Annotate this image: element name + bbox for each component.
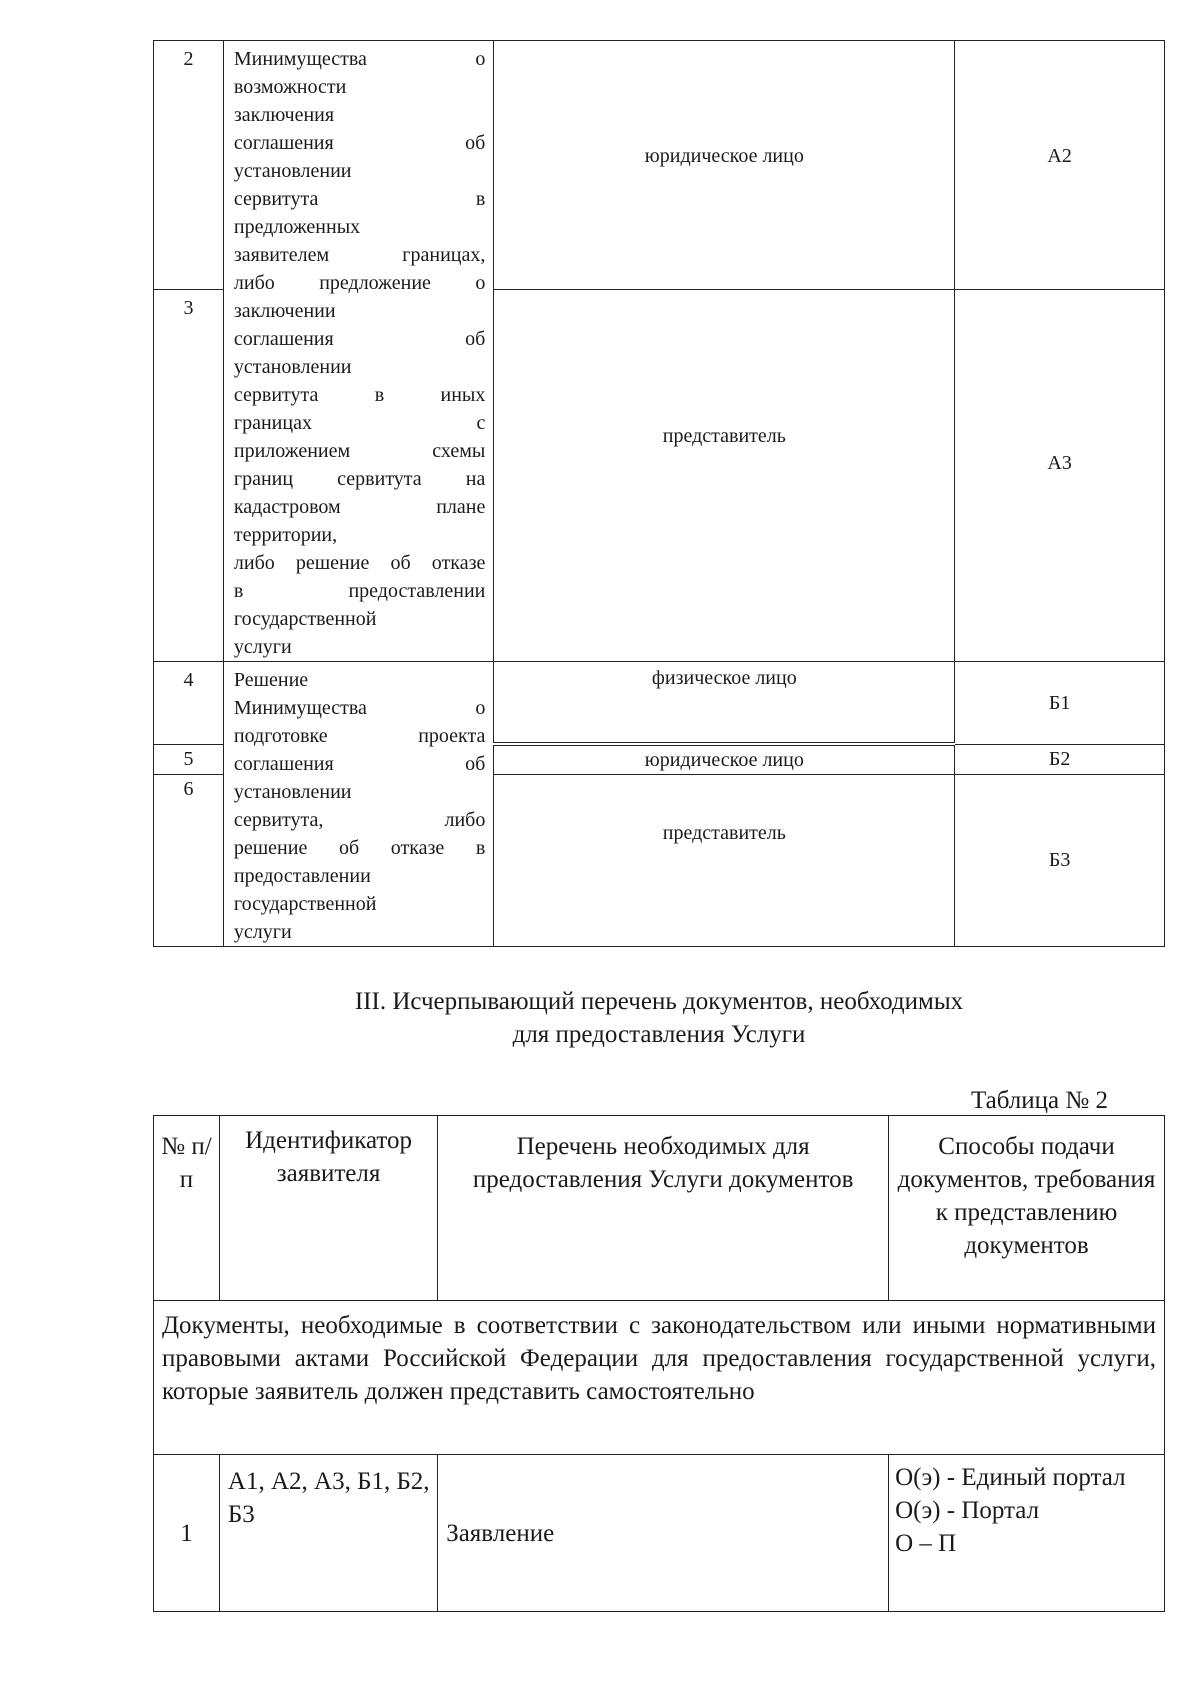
header-applicant-id: Идентификатор заявителя <box>219 1116 437 1301</box>
description-line: границ сервитута на <box>233 468 486 490</box>
result-description-cell <box>223 662 493 947</box>
row-number: 1 <box>154 1455 220 1612</box>
description-line: приложением схемы <box>233 440 486 462</box>
description-line: предоставлении <box>233 865 371 887</box>
description-line: либо предложение о <box>233 272 486 294</box>
applicant-code: Б1 <box>955 662 1165 745</box>
description-line: подготовке проекта <box>233 725 486 747</box>
applicant-code: Б3 <box>955 775 1165 947</box>
result-description-text <box>234 45 485 661</box>
description-line: соглашения об <box>233 132 486 154</box>
result-description-text <box>234 666 485 946</box>
description-line: Минимущества о <box>233 48 486 70</box>
description-line: государственной <box>233 893 377 915</box>
description-line: установлении <box>233 160 352 182</box>
row-number: 4 <box>154 662 224 745</box>
submission-method: О(э) - Портал <box>895 1497 1040 1524</box>
description-line: соглашения об <box>233 328 486 350</box>
result-description-cell <box>223 41 493 662</box>
applicant-type: юридическое лицо <box>494 744 955 775</box>
table-group-row <box>154 1301 1165 1455</box>
description-line: установлении <box>233 356 352 378</box>
description-line: заключении <box>233 300 336 322</box>
description-line: возможности <box>233 76 347 98</box>
description-line: установлении <box>233 781 352 803</box>
description-line: территории, <box>233 524 338 546</box>
table-row <box>154 41 1165 290</box>
header-number: № п/п <box>154 1116 220 1301</box>
applicant-type: физическое лицо <box>494 662 955 745</box>
description-line: государственной <box>233 608 377 630</box>
applicant-type: юридическое лицо <box>494 41 955 290</box>
applicant-code: А2 <box>955 41 1165 290</box>
submission-methods <box>889 1455 1165 1612</box>
table-row <box>154 1455 1165 1612</box>
applicant-type: представитель <box>494 775 955 947</box>
header-documents-list: Перечень необходимых для предоставления Услуги документов <box>438 1116 889 1301</box>
submission-method: О – П <box>895 1530 957 1557</box>
description-line: соглашения об <box>233 753 486 775</box>
row-number: 2 <box>154 41 224 290</box>
description-line: Решение <box>233 669 309 691</box>
description-line: Минимущества о <box>233 697 486 719</box>
table-caption: Таблица № 2 <box>970 1087 1108 1114</box>
description-line: сервитута в иных <box>233 384 486 406</box>
description-line: услуги <box>233 636 292 658</box>
applicant-code: А3 <box>955 290 1165 662</box>
group-description: Документы, необходимые в соответствии с законодательством или иными нормативными правовыми актами Российской Федерации для предоставления государственной услуги, которые заявитель должен представить самостоятельно <box>154 1301 1165 1455</box>
header-submission-methods: Способы подачи документов, требования к представлению документов <box>889 1116 1165 1301</box>
applicant-ids: А1, А2, А3, Б1, Б2, Б3 <box>219 1455 437 1612</box>
description-line: предложенных <box>233 216 361 238</box>
table-row <box>154 662 1165 745</box>
description-line: сервитута в <box>233 188 486 210</box>
description-line: услуги <box>233 921 292 943</box>
row-number: 6 <box>154 775 224 947</box>
description-line: в предоставлении <box>233 580 486 602</box>
document-name: Заявление <box>438 1455 889 1612</box>
submission-method: О(э) - Единый портал <box>895 1464 1126 1491</box>
description-line: решение об отказе в <box>233 837 486 859</box>
description-line: заключения <box>233 104 335 126</box>
section-title-line-1: III. Исчерпывающий перечень документов, необходимых <box>354 988 964 1015</box>
section-title <box>153 985 1165 1051</box>
applicants-table <box>153 40 1165 947</box>
description-line: заявителем границах, <box>233 244 486 266</box>
row-number: 5 <box>154 744 224 775</box>
applicant-type: представитель <box>494 290 955 662</box>
section-title-line-2: для предоставления Услуги <box>512 1021 806 1048</box>
table-header-row <box>154 1116 1165 1301</box>
documents-table <box>153 1115 1165 1612</box>
description-line: либо решение об отказе <box>233 552 486 574</box>
applicant-code: Б2 <box>955 744 1165 775</box>
description-line: сервитута, либо <box>233 809 486 831</box>
description-line: кадастровом плане <box>233 496 486 518</box>
row-number: 3 <box>154 290 224 662</box>
description-line: границах с <box>233 412 486 434</box>
